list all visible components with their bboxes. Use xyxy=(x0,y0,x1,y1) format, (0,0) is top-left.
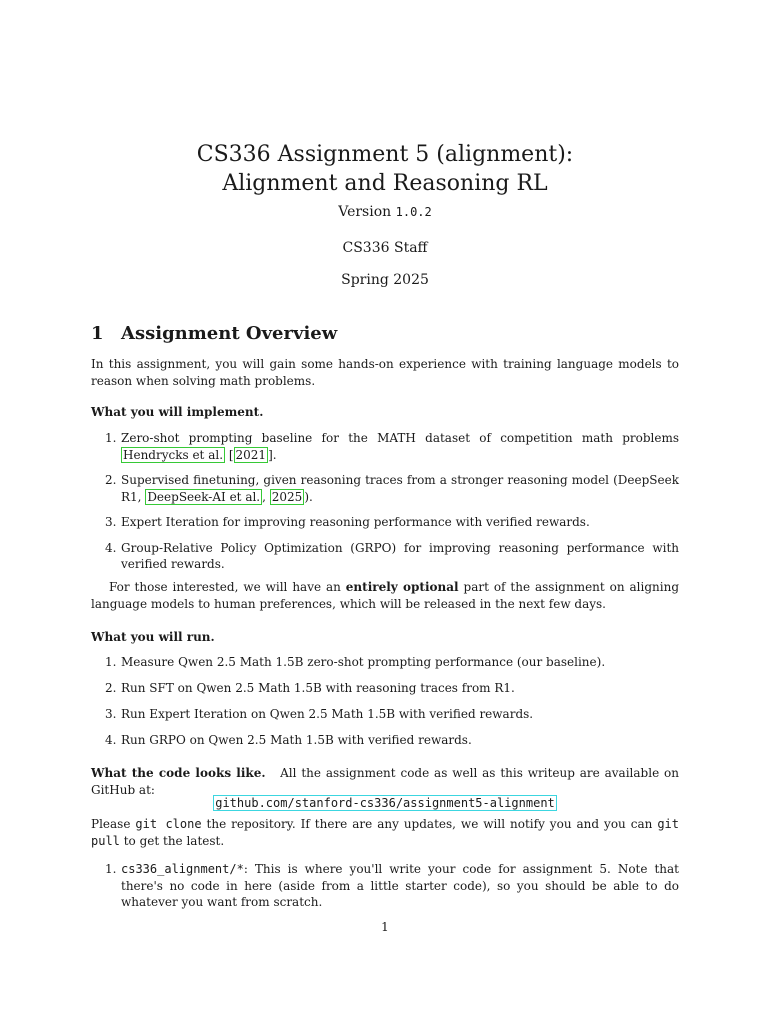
code-command: git pull xyxy=(91,817,679,848)
implement-list xyxy=(91,430,679,573)
version xyxy=(91,202,679,222)
section-number: 1 xyxy=(91,323,104,344)
title-line-2: Alignment and Reasoning RL xyxy=(222,171,548,196)
list-item: 3. Run Expert Iteration on Qwen 2.5 Math 1.5B with verified rewards. xyxy=(105,707,534,721)
author: CS336 Staff xyxy=(342,240,428,256)
list-item: 3. Expert Iteration for improving reasoning performance with verified rewards. xyxy=(105,515,590,529)
citation-link[interactable]: DeepSeek-AI et al. xyxy=(147,489,261,504)
optional-paragraph xyxy=(91,579,679,612)
item-text: Run GRPO on Qwen 2.5 Math 1.5B with verified rewards. xyxy=(121,733,472,747)
code-path: cs336_alignment/* xyxy=(121,862,244,876)
list-item: 2. Supervised finetuning, given reasoning traces from a stronger reasoning model (DeepSeek R1, DeepSeek-AI et al. , 2025 ). xyxy=(105,473,679,504)
code-command: git clone xyxy=(135,817,202,831)
repo-url-line xyxy=(91,792,679,811)
item-text: Group-Relative Policy Optimization (GRPO) for improving reasoning performance with verified rewards. xyxy=(121,540,679,571)
citation-year-link[interactable]: 2025 xyxy=(271,489,303,504)
item-text: Measure Qwen 2.5 Math 1.5B zero-shot prompting performance (our baseline). xyxy=(121,655,606,669)
text-span: Please xyxy=(91,817,136,831)
page-number: 1 xyxy=(381,920,389,934)
item-text: Supervised finetuning, given reasoning traces from a stronger reasoning model (DeepSeek R1, xyxy=(121,473,679,504)
citation-year-link[interactable]: 2021 xyxy=(235,447,267,462)
bold-text: entirely optional xyxy=(345,580,459,594)
repo-url-link[interactable]: github.com/stanford-cs336/assignment5-alignment xyxy=(215,796,555,810)
list-item: 4. Run GRPO on Qwen 2.5 Math 1.5B with verified rewards. xyxy=(105,733,472,747)
code-heading: What the code looks like. xyxy=(91,766,266,780)
list-item: 1. cs336_alignment/*: This is where you'll write your code for assignment 5. Note that there's no code in here (aside from a little starter code), so you should be able to do whatever you want from scratch. xyxy=(105,862,679,909)
title-line-1: CS336 Assignment 5 (alignment): xyxy=(196,142,574,167)
list-item: 2. Run SFT on Qwen 2.5 Math 1.5B with reasoning traces from R1. xyxy=(105,681,515,695)
text-span: to get the latest. xyxy=(119,833,225,848)
run-heading: What you will run. xyxy=(91,630,215,644)
version-label: Version xyxy=(338,204,392,220)
section-heading xyxy=(91,322,337,346)
intro-paragraph: In this assignment, you will gain some hands-on experience with training language models to reason when solving math problems. xyxy=(91,357,679,388)
text-span: the repository. If there are any updates, we will notify you and you can xyxy=(201,817,658,831)
section-title: Assignment Overview xyxy=(121,323,338,344)
item-text: Zero-shot prompting baseline for the MATH dataset of competition math problems xyxy=(121,431,679,445)
item-text: Run Expert Iteration on Qwen 2.5 Math 1.5B with verified rewards. xyxy=(121,707,534,721)
list-item: 4. Group-Relative Policy Optimization (GRPO) for improving reasoning performance with verified rewards. xyxy=(105,540,679,571)
run-list xyxy=(91,654,679,749)
list-item: 1. Zero-shot prompting baseline for the MATH dataset of competition math problems Hendrycks et al. [ 2021 ]. xyxy=(105,431,679,462)
clone-paragraph xyxy=(91,816,679,849)
text-span: part of the assignment on aligning language models to human preferences, which will be released in the next few days. xyxy=(91,580,680,611)
code-list xyxy=(91,861,679,911)
text-span: For those interested, we will have an xyxy=(109,580,346,594)
title-block xyxy=(91,140,679,290)
item-text: : This is where you'll write your code for assignment 5. Note that there's no code in here (aside from a little starter code), so you should be able to do whatever you want from scratch. xyxy=(121,862,679,909)
version-number: 1.0.2 xyxy=(395,205,432,219)
item-text: Run SFT on Qwen 2.5 Math 1.5B with reasoning traces from R1. xyxy=(121,681,515,695)
implement-heading: What you will implement. xyxy=(91,405,264,419)
date: Spring 2025 xyxy=(341,272,429,288)
list-item: 1. Measure Qwen 2.5 Math 1.5B zero-shot prompting performance (our baseline). xyxy=(105,655,606,669)
citation-link[interactable]: Hendrycks et al. xyxy=(123,447,224,462)
item-text: Expert Iteration for improving reasoning performance with verified rewards. xyxy=(121,515,590,529)
text-span: All the assignment code as well as this writeup are available on GitHub at: xyxy=(91,766,679,797)
